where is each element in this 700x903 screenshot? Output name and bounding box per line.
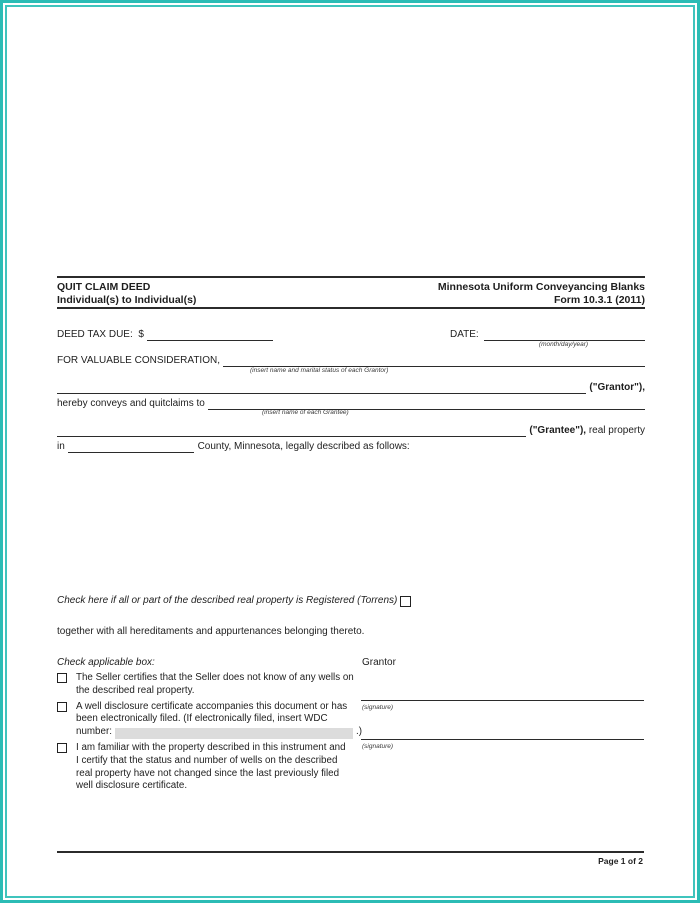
- form-header-right: [438, 281, 645, 306]
- county-prefix: in: [57, 441, 68, 452]
- unchanged-line-2: I certify that the status and number of wells on the described: [76, 754, 338, 766]
- deed-tax-blank[interactable]: [147, 328, 273, 341]
- wdc-line-2: been electronically filed. (If electronically filed, insert WDC: [76, 713, 328, 725]
- date-label: DATE:: [450, 329, 482, 340]
- signature-caption-1: (signature): [362, 704, 394, 711]
- wdc-number-field[interactable]: [115, 728, 353, 739]
- footer-rule: [57, 851, 644, 853]
- torrens-row: [57, 595, 411, 607]
- conveys-row: [57, 397, 645, 410]
- hereditaments-text: together with all hereditaments and appurtenances belonging thereto.: [57, 626, 365, 637]
- grantor-row: [57, 381, 645, 394]
- wdc-line-3: [76, 726, 362, 739]
- grantor-signature-heading: Grantor: [362, 657, 396, 668]
- header-rule-top: [57, 276, 645, 278]
- unchanged-line-1: I am familiar with the property described in this instrument and: [76, 741, 346, 753]
- county-blank[interactable]: [68, 440, 194, 453]
- grantee-name-blank[interactable]: [57, 424, 526, 437]
- well-item-unchanged: [57, 742, 372, 793]
- form-header-left: [57, 281, 196, 306]
- unchanged-line-3: real property have not changed since the last previously filed: [76, 767, 340, 779]
- page-number: Page 1 of 2: [598, 856, 643, 866]
- consideration-row: [57, 354, 645, 367]
- well-item-wdc: [57, 701, 372, 739]
- date-blank[interactable]: [484, 328, 645, 341]
- form-title: QUIT CLAIM DEED: [57, 281, 151, 293]
- no-wells-text: [76, 672, 362, 698]
- wdc-line-1: A well disclosure certificate accompanies this document or has: [76, 700, 348, 712]
- conveys-label: hereby conveys and quitclaims to: [57, 398, 208, 409]
- grantor-name-blank[interactable]: [57, 381, 586, 394]
- unchanged-line-4: well disclosure certificate.: [76, 780, 188, 792]
- form-header: [57, 281, 645, 306]
- date-row: [450, 328, 645, 341]
- torrens-label: Check here if all or part of the described real property is Registered (Torrens): [57, 595, 398, 606]
- wdc-text: [76, 701, 362, 739]
- form-series: Minnesota Uniform Conveyancing Blanks: [437, 281, 645, 293]
- county-suffix: County, Minnesota, legally described as follows:: [197, 441, 410, 452]
- grantor-term: ("Grantor"),: [589, 382, 645, 393]
- unchanged-text: [76, 742, 362, 793]
- signature-line-2[interactable]: [361, 739, 644, 740]
- well-item-no-wells: [57, 672, 372, 698]
- deed-tax-row: [57, 328, 273, 341]
- form-number: Form 10.3.1 (2011): [553, 293, 645, 306]
- grantee-row: [57, 424, 645, 437]
- wdc-close-paren: .): [356, 726, 362, 738]
- check-applicable-heading: Check applicable box:: [57, 657, 155, 668]
- consideration-caption: (insert name and marital status of each Grantor): [250, 367, 389, 374]
- grantee-suffix: real property: [586, 425, 645, 436]
- county-row: [57, 440, 410, 453]
- consideration-blank[interactable]: [223, 354, 645, 367]
- wdc-checkbox[interactable]: [57, 702, 67, 712]
- date-caption: (month/day/year): [538, 341, 589, 348]
- signature-line-1[interactable]: [361, 700, 644, 701]
- grantee-term: ("Grantee"),: [529, 425, 587, 436]
- consideration-label: FOR VALUABLE CONSIDERATION,: [57, 355, 223, 366]
- form-subtitle: Individual(s) to Individual(s): [57, 293, 197, 306]
- well-checklist: [57, 672, 372, 796]
- torrens-checkbox[interactable]: [400, 596, 411, 607]
- wdc-number-label: number:: [76, 726, 112, 738]
- no-wells-line-2: the described real property.: [76, 684, 195, 696]
- no-wells-line-1: The Seller certifies that the Seller does not know of any wells on: [76, 672, 354, 683]
- conveys-caption: (insert name of each Grantee): [262, 409, 349, 416]
- unchanged-checkbox[interactable]: [57, 743, 67, 753]
- no-wells-checkbox[interactable]: [57, 673, 67, 683]
- signature-caption-2: (signature): [362, 743, 394, 750]
- header-rule-bottom: [57, 307, 645, 309]
- deed-tax-label: DEED TAX DUE: $: [57, 329, 144, 340]
